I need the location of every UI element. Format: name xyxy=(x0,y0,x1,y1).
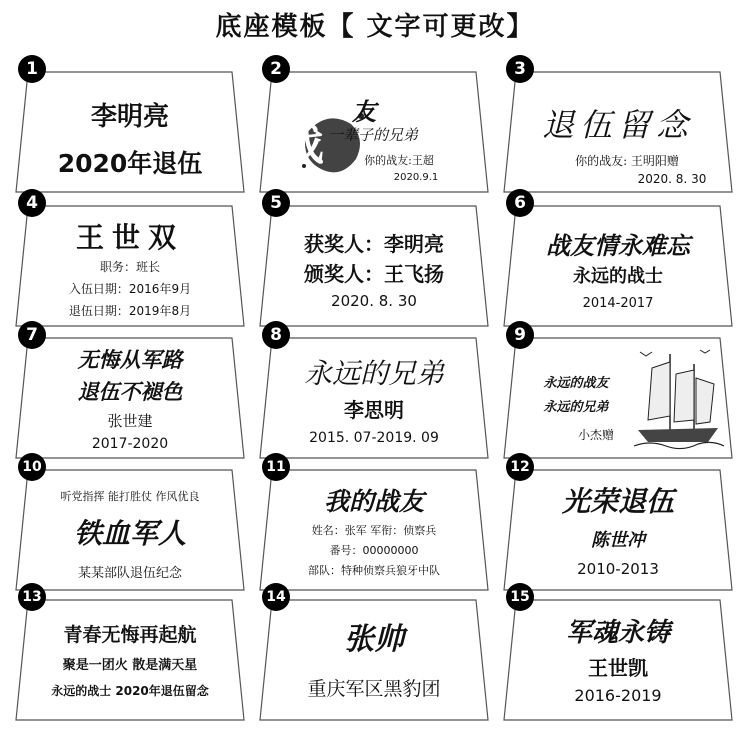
card-line: 2020. 8. 30 xyxy=(637,172,707,186)
card-number-badge: 12 xyxy=(506,453,534,481)
card-number-badge: 1 xyxy=(18,55,46,83)
card-line: 永远的兄弟 xyxy=(303,357,444,390)
card-line: 军魂永铸 xyxy=(565,618,670,648)
card-number-badge: 13 xyxy=(18,583,46,611)
card-line: 一辈子的兄弟 xyxy=(327,126,418,144)
card-line: 你的战友: 王明阳赠 xyxy=(575,154,679,168)
template-card-8[interactable] xyxy=(258,325,490,466)
card-line: 2020. 8. 30 xyxy=(331,292,417,310)
card-line: 你的战友:王超 xyxy=(364,154,434,167)
card-line: 颁奖人：王飞扬 xyxy=(304,262,444,286)
card-line: 战 xyxy=(280,119,324,170)
template-card-3[interactable] xyxy=(502,59,734,200)
card-line: 姓名：张军 军衔：侦察兵 xyxy=(311,524,437,537)
card-number-badge: 4 xyxy=(18,189,46,217)
card-number-badge: 5 xyxy=(262,189,290,217)
template-card-12[interactable] xyxy=(502,459,734,598)
card-number-badge: 8 xyxy=(262,321,290,349)
card-line: 小杰赠 xyxy=(577,428,614,442)
card-line: 获奖人：李明亮 xyxy=(304,232,444,256)
card-line: 听党指挥 能打胜仗 作风优良 xyxy=(60,490,200,503)
card-line: 重庆军区黑豹团 xyxy=(307,678,441,700)
card-line: 退伍不褪色 xyxy=(77,379,183,404)
card-number-badge: 6 xyxy=(506,189,534,217)
template-card-13[interactable] xyxy=(14,589,246,728)
card-line: 2016-2019 xyxy=(574,686,662,705)
card-number-badge: 10 xyxy=(18,453,46,481)
template-card-11[interactable] xyxy=(258,459,490,598)
card-line: 入伍日期：2016年9月 xyxy=(68,282,192,296)
card-line: 聚是一团火 散是满天星 xyxy=(62,658,198,673)
card-line: 2020年退伍 xyxy=(57,149,203,178)
card-line: 退伍日期：2019年8月 xyxy=(68,304,192,318)
card-line: 李思明 xyxy=(344,398,404,422)
card-line: 铁血军人 xyxy=(73,517,186,550)
card-number-badge: 14 xyxy=(262,583,290,611)
card-line: 2015. 07-2019. 09 xyxy=(309,430,439,446)
template-card-7[interactable] xyxy=(14,325,246,466)
card-line: 光荣退伍 xyxy=(561,485,674,518)
card-line: 职务：班长 xyxy=(99,260,160,274)
card-line: 王世双 xyxy=(75,221,184,254)
card-line: 退伍留念 xyxy=(541,106,694,144)
card-line: 某某部队退伍纪念 xyxy=(77,566,182,581)
card-line: 友 xyxy=(352,97,376,126)
card-line: 2010-2013 xyxy=(577,560,659,578)
card-line: 永远的战友 xyxy=(543,376,609,391)
card-line: 部队：特种侦察兵狼牙中队 xyxy=(308,564,440,577)
template-card-10[interactable] xyxy=(14,459,246,598)
template-card-2[interactable] xyxy=(258,59,490,200)
card-line: 永远的战士 2020年退伍留念 xyxy=(51,684,209,698)
card-line: 永远的战士 xyxy=(573,266,663,287)
card-line: 番号：00000000 xyxy=(329,544,419,557)
card-line: 战友情永难忘 xyxy=(546,231,690,260)
template-card-15[interactable] xyxy=(502,589,734,728)
template-card-14[interactable] xyxy=(258,589,490,728)
card-number-badge: 3 xyxy=(506,55,534,83)
plaque-frame xyxy=(258,592,490,728)
card-number-badge: 11 xyxy=(262,453,290,481)
card-line: 2017-2020 xyxy=(91,436,169,452)
card-number-badge: 7 xyxy=(18,321,46,349)
page-title: 底座模板【 文字可更改】 xyxy=(215,12,535,42)
card-line: 我的战友 xyxy=(323,487,424,516)
template-card-9[interactable] xyxy=(502,325,734,466)
card-line: 陈世冲 xyxy=(591,530,645,551)
template-card-4[interactable] xyxy=(14,193,246,334)
card-line: 李明亮 xyxy=(90,102,169,132)
card-line: 无悔从军路 xyxy=(77,347,183,372)
card-line: 张帅 xyxy=(344,622,404,657)
card-number-badge: 2 xyxy=(262,55,290,83)
card-line: 2020.9.1 xyxy=(393,172,439,183)
template-card-6[interactable] xyxy=(502,193,734,334)
card-line: 永远的兄弟 xyxy=(543,400,609,415)
card-line: 王世凯 xyxy=(588,656,648,680)
card-line: 2014-2017 xyxy=(582,296,654,311)
card-line: 张世建 xyxy=(107,412,153,430)
card-number-badge: 9 xyxy=(506,321,534,349)
sailing-ship-art xyxy=(630,344,726,450)
card-number-badge: 15 xyxy=(506,583,534,611)
card-line: 青春无悔再起航 xyxy=(63,624,197,646)
template-card-5[interactable] xyxy=(258,193,490,334)
